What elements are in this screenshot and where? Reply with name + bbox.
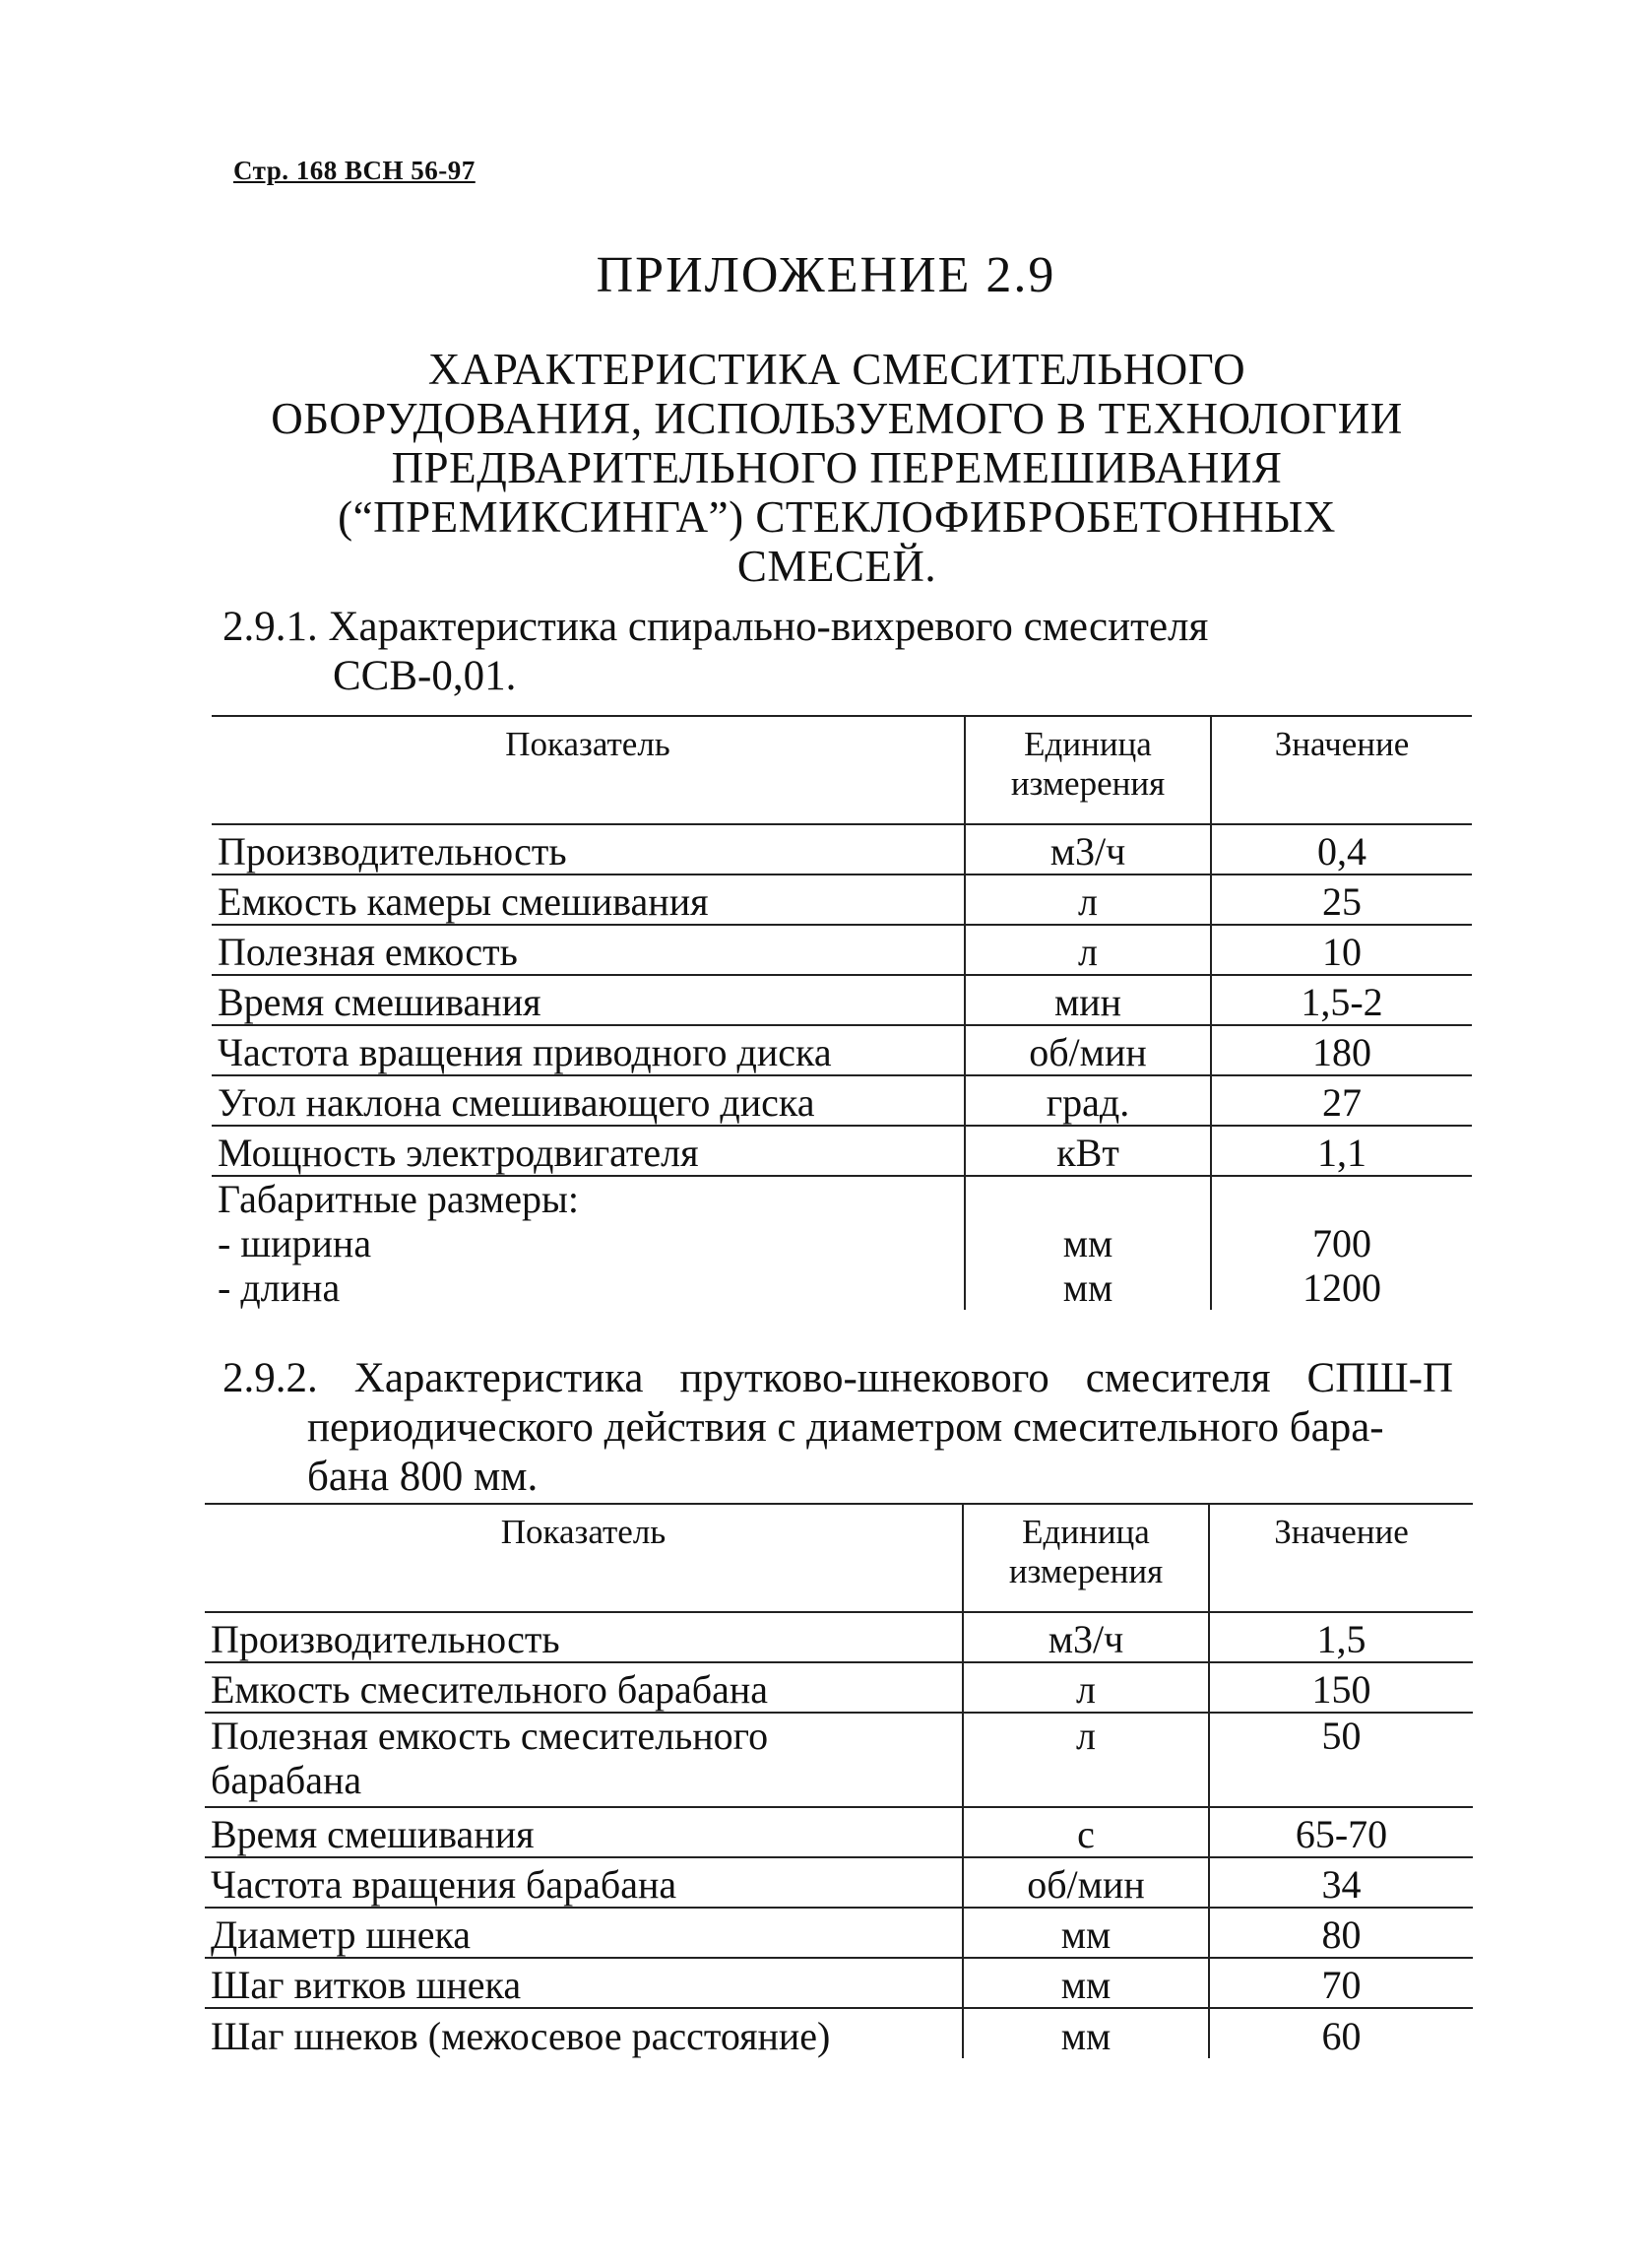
header-unit-line: Единица [1022,1513,1150,1551]
main-title-line: ОБОРУДОВАНИЯ, ИСПОЛЬЗУЕМОГО В ТЕХНОЛОГИИ [271,394,1403,443]
header-unit-line: измерения [1008,1552,1164,1590]
header-indicator: Показатель [205,1504,963,1612]
table-row-dimensions [212,1176,1472,1310]
cell-value: 70 [1209,1958,1473,2008]
table-row [212,1075,1472,1126]
table-row [212,1025,1472,1075]
table-row [205,1857,1473,1908]
table-row [212,975,1472,1025]
cell-value: 50 [1209,1713,1473,1807]
cell-unit: л [965,874,1211,925]
cell-indicator: Производительность [205,1612,963,1662]
cell-unit: л [963,1662,1209,1713]
cell-indicator: Шаг витков шнека [205,1958,963,2008]
cell-value [1211,1176,1472,1310]
header-unit-line: измерения [1010,764,1166,803]
cell-indicator: Производительность [212,824,965,874]
cell-unit: мм [963,2008,1209,2058]
appendix-title: ПРИЛОЖЕНИЕ 2.9 [596,247,1056,303]
dims-width-label: - ширина [218,1221,372,1265]
cell-indicator: Мощность электродвигателя [212,1126,965,1176]
cell-indicator: Частота вращения барабана [205,1857,963,1908]
table-header-row [205,1504,1473,1612]
table-row [205,1908,1473,1958]
main-title-line: (“ПРЕМИКСИНГА”) СТЕКЛОФИБРОБЕТОННЫХ [338,492,1336,542]
cell-value: 65-70 [1209,1807,1473,1857]
cell-indicator: Шаг шнеков (межосевое расстояние) [205,2008,963,2058]
cell-unit: кВт [965,1126,1211,1176]
cell-indicator: Диаметр шнека [205,1908,963,1958]
table-row [212,874,1472,925]
table-row [205,1807,1473,1857]
mixer-spec-table-1 [212,715,1472,1310]
table-header-row [212,716,1472,824]
dims-length-unit: мм [1062,1265,1113,1310]
cell-unit: м3/ч [963,1612,1209,1662]
header-value: Значение [1274,1513,1409,1551]
cell-unit: град. [965,1075,1211,1126]
table-row [212,1126,1472,1176]
cell-indicator [212,1176,965,1310]
section-heading-line: 2.9.1. Характеристика спирально-вихревого смесителя [222,604,1209,650]
section-heading-line: бана 800 мм. [307,1454,539,1500]
section-heading-line: периодического действия с диаметром смесительного бара- [307,1404,1384,1451]
cell-unit: м3/ч [965,824,1211,874]
table-row [205,1958,1473,2008]
header-indicator: Показатель [212,716,965,824]
main-title-line: ПРЕДВАРИТЕЛЬНОГО ПЕРЕМЕШИВАНИЯ [391,443,1283,492]
cell-indicator: Угол наклона смешивающего диска [212,1075,965,1126]
cell-unit: с [963,1807,1209,1857]
cell-value: 0,4 [1211,824,1472,874]
mixer-spec-table-2 [205,1503,1473,2058]
cell-unit: мин [965,975,1211,1025]
header-unit-line: Единица [1024,725,1152,763]
dims-length-value: 1200 [1303,1265,1381,1310]
section-heading-line: 2.9.2. Характеристика прутково-шнекового смесителя СПШ-П [222,1355,1453,1401]
main-title-line: СМЕСЕЙ. [736,542,937,591]
cell-value: 25 [1211,874,1472,925]
section-heading-2 [222,1354,1453,1502]
cell-value: 1,1 [1211,1126,1472,1176]
cell-indicator: Время смешивания [205,1807,963,1857]
cell-unit [965,1176,1211,1310]
header-unit [963,1504,1209,1612]
cell-value: 27 [1211,1075,1472,1126]
table-row [205,2008,1473,2058]
cell-value: 1,5 [1209,1612,1473,1662]
cell-indicator-line: барабана [211,1758,362,1802]
table-row [212,824,1472,874]
cell-value: 150 [1209,1662,1473,1713]
cell-unit: об/мин [965,1025,1211,1075]
main-title [177,345,1496,591]
dims-width-unit: мм [1062,1221,1113,1265]
cell-indicator: Емкость смесительного барабана [205,1662,963,1713]
cell-indicator: Емкость камеры смешивания [212,874,965,925]
table-row [205,1713,1473,1807]
header-value: Значение [1274,725,1410,763]
cell-value: 180 [1211,1025,1472,1075]
table-row [212,925,1472,975]
cell-indicator: Время смешивания [212,975,965,1025]
dims-label: Габаритные размеры: [218,1177,579,1221]
main-title-line: ХАРАКТЕРИСТИКА СМЕСИТЕЛЬНОГО [427,345,1246,394]
cell-indicator: Частота вращения приводного диска [212,1025,965,1075]
cell-value: 60 [1321,2014,1362,2058]
section-heading-1 [222,603,1325,701]
table-row [205,1612,1473,1662]
cell-indicator [205,1713,963,1807]
page-header: Стр. 168 ВСН 56-97 [233,156,476,185]
dims-width-value: 700 [1312,1221,1371,1265]
cell-unit: мм [963,1908,1209,1958]
section-heading-line: ССВ-0,01. [333,653,517,699]
cell-unit: л [965,925,1211,975]
cell-value: 10 [1211,925,1472,975]
cell-value: 34 [1209,1857,1473,1908]
cell-unit: л [963,1713,1209,1807]
cell-indicator-line: Полезная емкость смесительного [211,1714,769,1758]
cell-unit: об/мин [963,1857,1209,1908]
cell-value: 80 [1209,1908,1473,1958]
dims-length-label: - длина [218,1265,341,1310]
cell-value: 1,5-2 [1211,975,1472,1025]
cell-indicator: Полезная емкость [212,925,965,975]
cell-unit: мм [963,1958,1209,2008]
header-unit [965,716,1211,824]
table-row [205,1662,1473,1713]
